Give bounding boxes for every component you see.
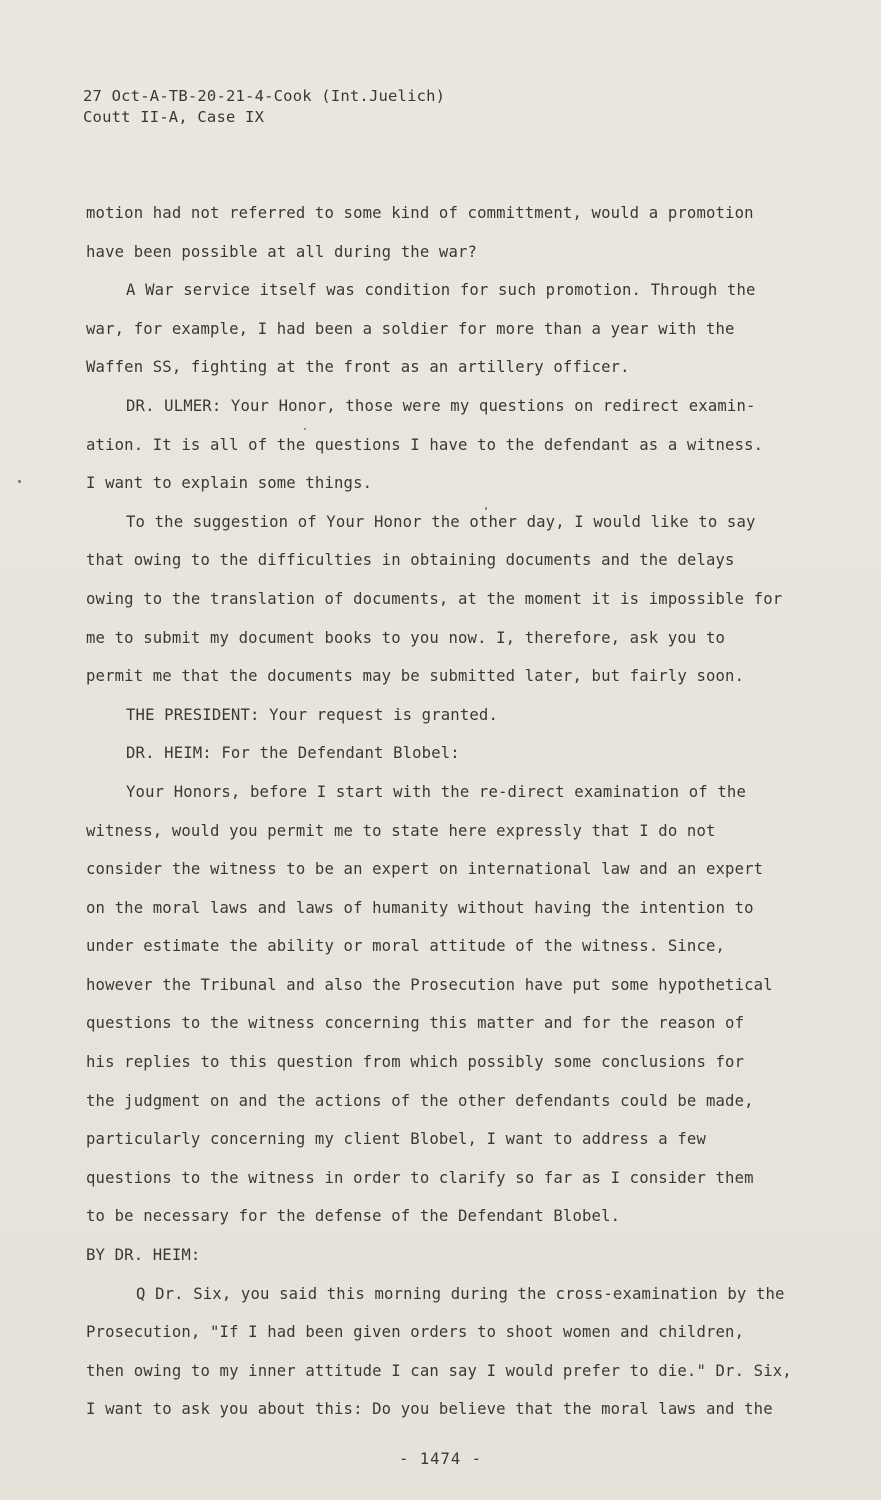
ink-speck [304, 428, 306, 430]
transcript-line: his replies to this question from which possibly some conclusions for [86, 1053, 745, 1072]
transcript-line: DR. ULMER: Your Honor, those were my questions on redirect examin- [126, 396, 756, 415]
transcript-line: me to submit my document books to you now. I, therefore, ask you to [86, 628, 726, 647]
header-reference: 27 Oct-A-TB-20-21-4-Cook (Int.Juelich) [83, 87, 446, 105]
ink-speck [485, 507, 487, 510]
header-court-case: Coutt II-A, Case IX [83, 108, 265, 126]
transcript-line: ation. It is all of the questions I have to the defendant as a witness. [86, 435, 764, 454]
transcript-line: Waffen SS, fighting at the front as an artillery officer. [86, 358, 630, 377]
transcript-line: particularly concerning my client Blobel, I want to address a few [86, 1130, 706, 1149]
transcript-line: Your Honors, before I start with the re-direct examination of the [126, 782, 746, 801]
transcript-line: under estimate the ability or moral attitude of the witness. Since, [86, 937, 726, 956]
transcript-line: questions to the witness in order to clarify so far as I consider them [86, 1168, 754, 1187]
transcript-line: BY DR. HEIM: [86, 1246, 201, 1265]
transcript-line: to be necessary for the defense of the Defendant Blobel. [86, 1207, 621, 1226]
transcript-line: war, for example, I had been a soldier for more than a year with the [86, 319, 735, 338]
transcript-line: DR. HEIM: For the Defendant Blobel: [126, 744, 460, 763]
transcript-body [86, 200, 806, 1435]
transcript-line: motion had not referred to some kind of committment, would a promotion [86, 204, 754, 222]
transcript-line: Prosecution, "If I had been given orders to shoot women and children, [86, 1323, 745, 1342]
page-number: - 1474 - [398, 1450, 483, 1468]
transcript-line: then owing to my inner attitude I can say I would prefer to die." Dr. Six, [86, 1361, 792, 1380]
transcript-line: I want to ask you about this: Do you believe that the moral laws and the [86, 1400, 773, 1419]
transcript-line: Q Dr. Six, you said this morning during the cross-examination by the [136, 1284, 785, 1303]
transcript-line: witness, would you permit me to state here expressly that I do not [86, 821, 716, 840]
transcript-line: questions to the witness concerning this matter and for the reason of [86, 1014, 745, 1033]
transcript-line: permit me that the documents may be submitted later, but fairly soon. [86, 667, 745, 686]
transcript-line: on the moral laws and laws of humanity without having the intention to [86, 898, 754, 917]
transcript-line: the judgment on and the actions of the other defendants could be made, [86, 1091, 754, 1110]
transcript-line: I want to explain some things. [86, 474, 373, 493]
transcript-line: have been possible at all during the war? [86, 242, 478, 261]
transcript-line: that owing to the difficulties in obtaining documents and the delays [86, 551, 735, 570]
ink-speck [18, 480, 21, 483]
transcript-line: owing to the translation of documents, at the moment it is impossible for [86, 589, 783, 608]
transcript-line: A War service itself was condition for such promotion. Through the [126, 281, 756, 300]
transcript-line: however the Tribunal and also the Prosecution have put some hypothetical [86, 975, 773, 994]
document-header [83, 86, 445, 128]
transcript-line: consider the witness to be an expert on international law and an expert [86, 860, 764, 879]
transcript-line: THE PRESIDENT: Your request is granted. [126, 705, 498, 724]
transcript-line: To the suggestion of Your Honor the other day, I would like to say [126, 512, 756, 531]
